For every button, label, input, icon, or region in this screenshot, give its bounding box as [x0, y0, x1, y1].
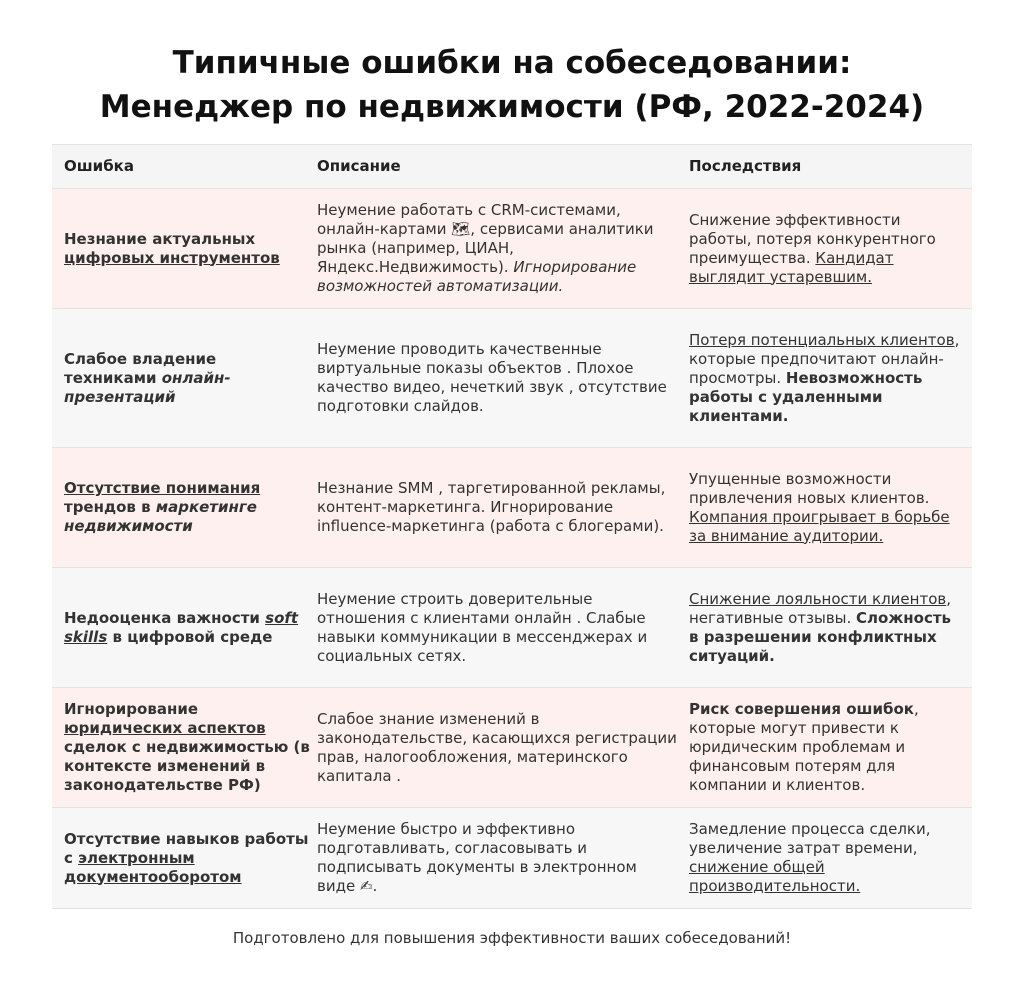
error-cell: Отсутствие понимания трендов в маркетинге недвижимости	[64, 479, 261, 535]
description-cell: Неумение строить доверительные отношения с клиентами онлайн . Слабые навыки коммуникации в мессенджерах и социальных сетях.	[317, 589, 648, 665]
table-row	[52, 448, 972, 568]
table-row	[52, 189, 972, 309]
consequences-cell: Риск совершения ошибок, которые могут привести к юридическим проблемам и финансовым потерям для компании и клиентов.	[689, 700, 919, 794]
title-line-1: Типичные ошибки на собеседовании:	[172, 45, 852, 81]
error-cell: Незнание актуальных цифровых инструментов	[64, 229, 280, 267]
error-cell: Игнорирование юридических аспектов сделок с недвижимостью (в контексте изменений в законодательстве РФ)	[64, 700, 310, 794]
error-cell: Слабое владение техниками онлайн-презентаций	[64, 349, 231, 406]
description-cell: Неумение проводить качественные виртуальные показы объектов . Плохое качество видео, нечеткий звук , отсутствие подготовки слайдов.	[317, 340, 667, 415]
title-line-2: Менеджер по недвижимости (РФ, 2022-2024)	[99, 89, 925, 125]
consequences-cell: Потеря потенциальных клиентов, которые предпочитают онлайн-просмотры. Невозможность работы с удаленными клиентами.	[689, 330, 960, 425]
description-cell: Незнание SMM , таргетированной рекламы, контент-маркетинга. Игнорирование influence-маркетинга (работа с блогерами).	[317, 479, 666, 535]
error-cell: Недооценка важности soft skills в цифровой среде	[64, 608, 299, 646]
consequences-cell: Снижение эффективности работы, потеря конкурентного преимущества. Кандидат выглядит устаревшим.	[689, 210, 936, 286]
error-cell: Отсутствие навыков работы с электронным документооборотом	[64, 829, 309, 886]
description-cell: Неумение работать с CRM-системами, онлайн-картами 🗺, сервисами аналитики рынка (например, ЦИАН, Яндекс.Недвижимость). Игнорирование возможностей автоматизации.	[317, 201, 654, 295]
errors-table	[52, 144, 972, 909]
footer-note: Подготовлено для повышения эффективности ваших собеседований!	[232, 929, 792, 947]
description-cell: Слабое знание изменений в законодательстве, касающихся регистрации прав, налогообложения, материнского капитала .	[317, 709, 677, 785]
header-consequences: Последствия	[689, 157, 802, 175]
header-error: Ошибка	[64, 157, 134, 175]
consequences-cell: Снижение лояльности клиентов, негативные отзывы. Сложность в разрешении конфликтных ситуаций.	[689, 589, 952, 665]
table-row	[52, 808, 972, 909]
table-header	[52, 145, 972, 189]
page-title	[0, 0, 1024, 129]
consequences-cell: Упущенные возможности привлечения новых клиентов. Компания проигрывает в борьбе за внимание аудитории.	[689, 469, 950, 545]
header-description: Описание	[317, 157, 401, 175]
description-cell: Неумение быстро и эффективно подготавливать, согласовывать и подписывать документы в электронном виде ✍.	[317, 820, 637, 895]
table-row	[52, 568, 972, 688]
consequences-cell: Замедление процесса сделки, увеличение затрат времени, снижение общей производительности.	[689, 820, 931, 895]
table-row	[52, 309, 972, 448]
table-row	[52, 688, 972, 808]
